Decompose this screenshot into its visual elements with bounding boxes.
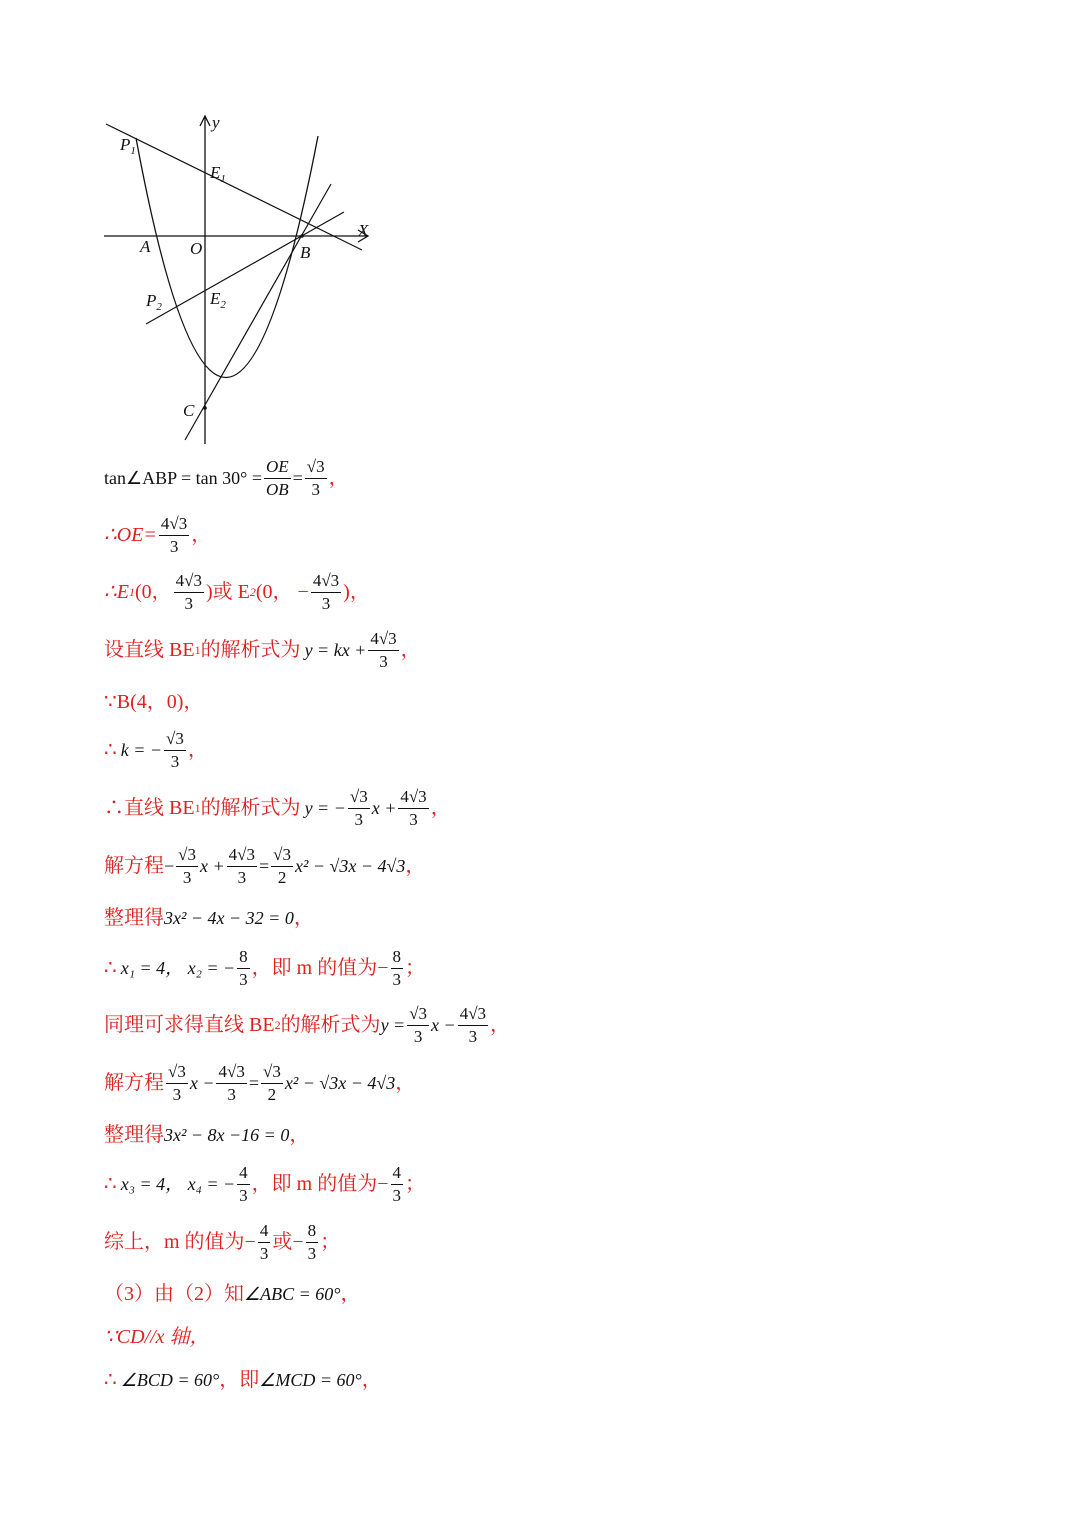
fraction: $\frac{√3}{3}$: [306, 457, 325, 499]
fraction: $\frac{√3}{3}$: [166, 729, 184, 771]
solution-line-7: ∴直线 BE 1 的解析式为 y = − $\frac{√3}{3}$ x + $\frac{4√3}{3}$ ，: [104, 787, 451, 829]
label-c: C: [183, 401, 195, 420]
solution-line-16: （3）由（2）知 ∠ABC = 60° ，: [104, 1283, 361, 1305]
point-b: [300, 234, 304, 238]
label-b: B: [300, 243, 311, 262]
label-y: y: [212, 113, 220, 132]
fraction: $\frac{4}{3}$: [259, 1221, 269, 1263]
solution-line-1: tan∠ABP = tan 30° = $\frac{OE}{OB}$ = $\frac{√3}{3}$ ，: [104, 457, 349, 499]
fraction: $\frac{4}{3}$: [239, 1163, 248, 1205]
fraction: $\frac{4√3}{3}$: [400, 787, 427, 829]
fraction: $\frac{8}{3}$: [392, 947, 402, 989]
fraction: $\frac{√3}{3}$: [349, 787, 368, 829]
solution-line-3: ∴E 1 (0， $\frac{4√3}{3}$ )或 E 2 (0， − $\frac{4√3}{3}$ )，: [104, 571, 370, 613]
fraction: $\frac{√3}{3}$: [168, 1062, 186, 1104]
solution-line-12: 解方程 $\frac{√3}{3}$ x − $\frac{4√3}{3}$ = $\frac{√3}{2}$ x² − √3x − 4√3 ，: [104, 1062, 416, 1104]
solution-line-5: ∵B(4，0)，: [104, 691, 204, 713]
solution-line-2: ∴OE= $\frac{4√3}{3}$ ，: [104, 514, 212, 556]
fraction: $\frac{4√3}{3}$: [459, 1004, 487, 1046]
label-x: X: [358, 221, 369, 240]
solution-line-11: 同理可求得直线 BE 2 的解析式为 y = $\frac{√3}{3}$ x − $\frac{4√3}{3}$ ，: [104, 1004, 511, 1046]
fraction: $\frac{√3}{2}$: [273, 845, 291, 887]
solution-line-8: 解方程 − $\frac{√3}{3}$ x + $\frac{4√3}{3}$ = $\frac{√3}{2}$ x² − √3x − 4√3 ，: [104, 845, 426, 887]
fraction: $\frac{8}{3}$: [307, 1221, 317, 1263]
solution-line-13: 整理得 3x² − 8x −16 = 0 ，: [104, 1124, 310, 1146]
fraction: $\frac{√3}{3}$: [409, 1004, 428, 1046]
solution-line-10: ∴ x₁ = 4， x₂ = − $\frac{8}{3}$ ，即 m 的值为− $\frac{8}{3}$ ；: [104, 947, 426, 989]
fraction: $\frac{OE}{OB}$: [265, 457, 289, 499]
fraction: $\frac{4}{3}$: [392, 1163, 402, 1205]
line-p2-b: [146, 212, 344, 324]
solution-line-14: ∴ x₃ = 4， x₄ = − $\frac{4}{3}$ ，即 m 的值为− $\frac{4}{3}$ ；: [104, 1163, 426, 1205]
solution-line-4: 设直线 BE 1 的解析式为 y = kx + $\frac{4√3}{3}$ ，: [104, 629, 421, 671]
fraction: $\frac{√3}{3}$: [178, 845, 196, 887]
parabola-curve: [136, 136, 318, 378]
fraction: $\frac{8}{3}$: [239, 947, 248, 989]
solution-line-18: ∴ ∠BCD = 60° ，即 ∠MCD = 60° ，: [104, 1369, 382, 1391]
fraction: $\frac{√3}{2}$: [262, 1062, 281, 1104]
solution-line-17: ∵CD//x 轴，: [104, 1326, 210, 1348]
fraction: $\frac{4√3}{3}$: [218, 1062, 245, 1104]
fraction: $\frac{4√3}{3}$: [160, 514, 188, 556]
solution-line-15: 综上，m 的值为− $\frac{4}{3}$ 或− $\frac{8}{3}$ ；: [104, 1221, 341, 1263]
fraction: $\frac{4√3}{3}$: [175, 571, 202, 613]
label-a: A: [140, 237, 151, 256]
fraction: $\frac{4√3}{3}$: [228, 845, 255, 887]
label-e1: $E_1$: [210, 163, 226, 185]
solution-line-6: ∴ k = − $\frac{√3}{3}$ ，: [104, 729, 208, 771]
coordinate-plane: [100, 108, 390, 448]
solution-line-9: 整理得 3x² − 4x − 32 = 0 ，: [104, 907, 314, 929]
label-p1: $P_1$: [120, 135, 136, 157]
fraction: $\frac{4√3}{3}$: [370, 629, 397, 671]
line-c-b: [185, 184, 331, 440]
geometry-figure: [100, 108, 390, 448]
label-o: O: [190, 239, 203, 258]
point-c: [203, 406, 207, 410]
label-e2: $E_2$: [210, 289, 226, 311]
line-p1-b: [106, 124, 362, 250]
label-p2: $P_2$: [146, 291, 162, 313]
fraction: $\frac{4√3}{3}$: [312, 571, 340, 613]
